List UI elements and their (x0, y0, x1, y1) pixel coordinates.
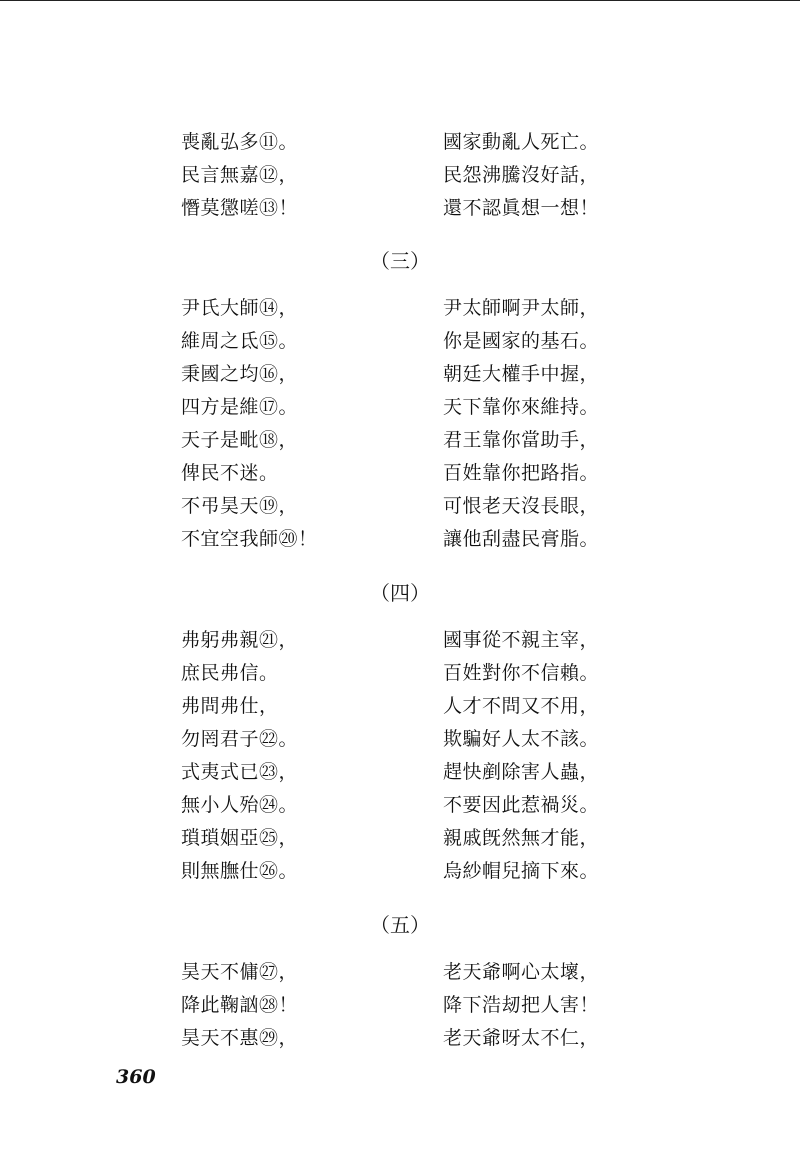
original-line: 弗躬弗親㉑， (181, 629, 299, 651)
translation-line: 趕快剷除害人蟲， (443, 761, 600, 783)
translation-line: 民怨沸騰沒好話， (443, 164, 600, 186)
translation-line: 天下靠你來維持。 (443, 396, 600, 418)
verse-line (0, 358, 800, 391)
translation-line: 國家動亂人死亡。 (443, 131, 600, 153)
original-line: 弗問弗仕， (181, 695, 279, 717)
original-line: 憯莫懲嗟⑬！ (181, 197, 299, 219)
verse-line (0, 490, 800, 523)
original-line: 維周之氐⑮。 (181, 330, 299, 352)
verse-line (0, 989, 800, 1022)
original-line: 庶民弗信。 (181, 662, 279, 684)
stanza-4 (0, 624, 800, 888)
verse-line (0, 657, 800, 690)
translation-line: 百姓靠你把路指。 (443, 462, 600, 484)
original-line: 式夷式已㉓， (181, 761, 299, 783)
stanza-3 (0, 292, 800, 556)
verse-line (0, 192, 800, 225)
translation-line: 百姓對你不信賴。 (443, 662, 600, 684)
stanza-5 (0, 956, 800, 1055)
verse-line (0, 159, 800, 192)
translation-line: 老天爺呀太不仁， (443, 1027, 600, 1049)
translation-line: 降下浩刼把人害！ (443, 994, 600, 1016)
original-line: 降此鞠訩㉘！ (181, 994, 299, 1016)
verse-line (0, 126, 800, 159)
original-line: 瑣瑣姻亞㉕， (181, 827, 299, 849)
original-line: 昊天不傭㉗， (181, 961, 299, 983)
original-line: 天子是毗⑱， (181, 429, 299, 451)
top-border-line (0, 0, 800, 1)
original-line: 不宜空我師⑳！ (181, 528, 318, 550)
translation-line: 烏紗帽兒摘下來。 (443, 860, 600, 882)
original-line: 喪亂弘多⑪。 (181, 131, 299, 153)
translation-line: 不要因此惹禍災。 (443, 794, 600, 816)
original-line: 民言無嘉⑫， (181, 164, 299, 186)
original-line: 秉國之均⑯， (181, 363, 299, 385)
verse-line (0, 325, 800, 358)
page-number: 360 (116, 1066, 156, 1088)
original-line: 無小人殆㉔。 (181, 794, 299, 816)
verse-line (0, 391, 800, 424)
verse-line (0, 723, 800, 756)
verse-line (0, 855, 800, 888)
original-line: 四方是維⑰。 (181, 396, 299, 418)
verse-line (0, 523, 800, 556)
verse-line (0, 624, 800, 657)
translation-line: 讓他刮盡民膏脂。 (443, 528, 600, 550)
translation-line: 朝廷大權手中握， (443, 363, 600, 385)
translation-line: 你是國家的基石。 (443, 330, 600, 352)
verse-line (0, 457, 800, 490)
verse-line (0, 822, 800, 855)
verse-line (0, 789, 800, 822)
verse-line (0, 756, 800, 789)
stanza-heading-5: （五） (370, 913, 430, 937)
translation-line: 親戚旣然無才能， (443, 827, 600, 849)
translation-line: 可恨老天沒長眼， (443, 495, 600, 517)
translation-line: 人才不問又不用， (443, 695, 600, 717)
translation-line: 欺騙好人太不該。 (443, 728, 600, 750)
verse-line (0, 424, 800, 457)
translation-line: 國事從不親主宰， (443, 629, 600, 651)
translation-line: 還不認眞想一想！ (443, 197, 600, 219)
original-line: 俾民不迷。 (181, 462, 279, 484)
verse-line (0, 690, 800, 723)
verse-line (0, 956, 800, 989)
original-line: 尹氏大師⑭， (181, 297, 299, 319)
original-line: 則無膴仕㉖。 (181, 860, 299, 882)
stanza-heading-4: （四） (370, 581, 430, 605)
original-line: 昊天不惠㉙， (181, 1027, 299, 1049)
verse-line (0, 292, 800, 325)
stanza-heading-3: （三） (370, 249, 430, 273)
translation-line: 君王靠你當助手， (443, 429, 600, 451)
translation-line: 老天爺啊心太壞， (443, 961, 600, 983)
verse-line (0, 1022, 800, 1055)
translation-line: 尹太師啊尹太師， (443, 297, 600, 319)
original-line: 不弔昊天⑲， (181, 495, 299, 517)
stanza-continuation (0, 126, 800, 225)
original-line: 勿罔君子㉒。 (181, 728, 299, 750)
